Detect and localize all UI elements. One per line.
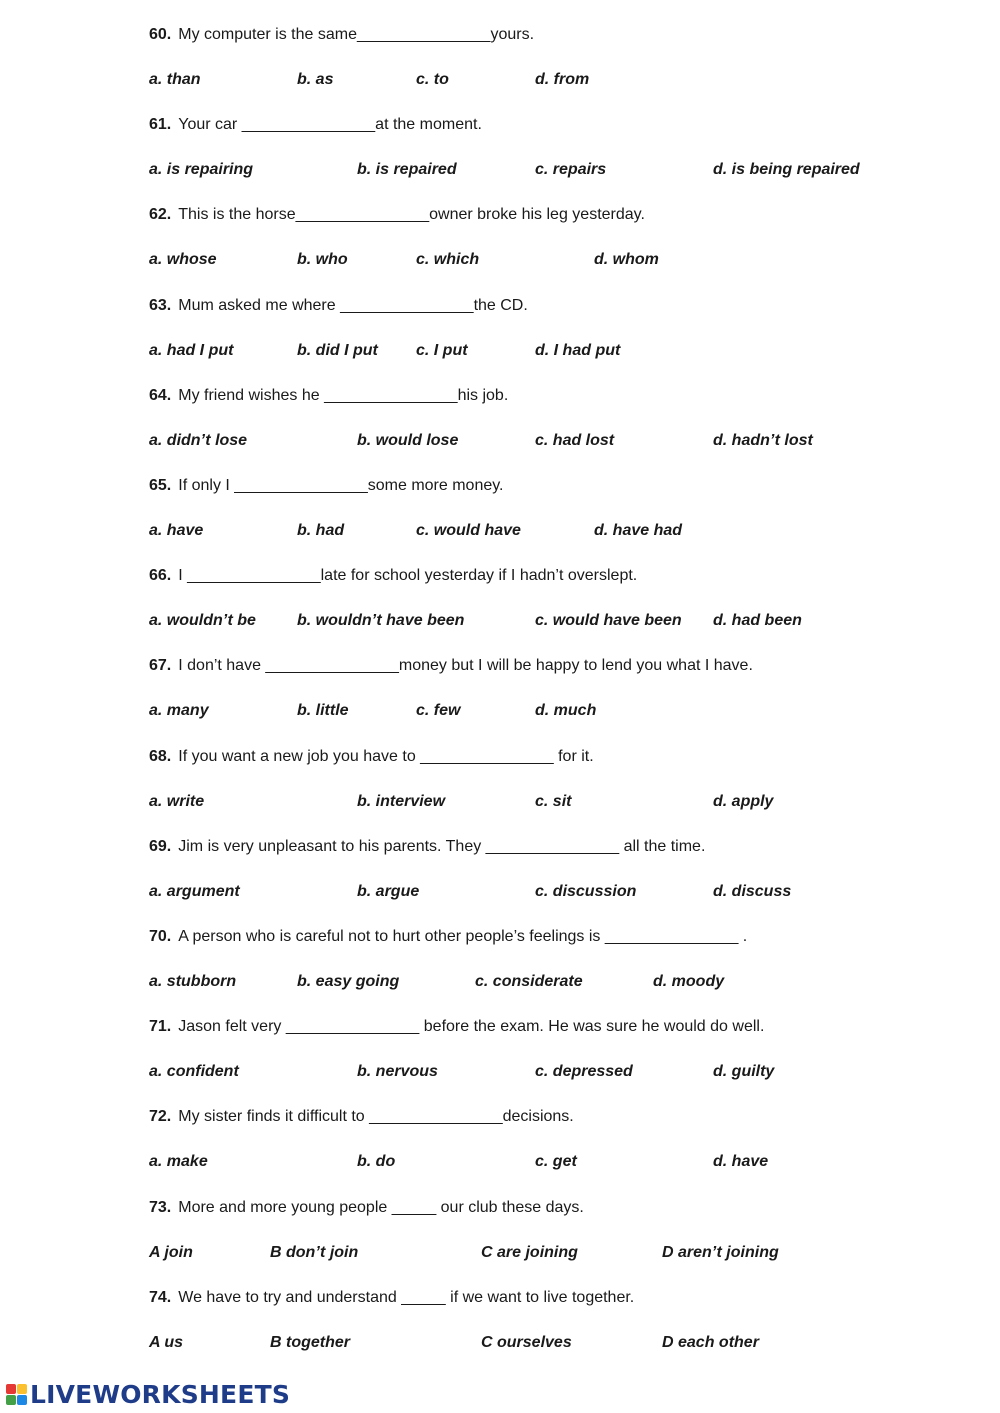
answer-options xyxy=(0,1150,1000,1174)
question-number: 60. xyxy=(149,26,172,43)
question-11 xyxy=(149,925,747,949)
answer-option[interactable]: c. few xyxy=(416,702,461,719)
answer-option[interactable]: d. much xyxy=(535,702,597,719)
question-text: More and more young people _____ our club these days. xyxy=(178,1199,584,1216)
answer-option[interactable]: d. is being repaired xyxy=(713,161,860,178)
answer-option[interactable]: a. write xyxy=(149,793,205,810)
answer-option[interactable]: d. apply xyxy=(713,793,774,810)
answer-option[interactable]: d. whom xyxy=(594,251,659,268)
answer-option[interactable]: d. from xyxy=(535,71,590,88)
answer-option[interactable]: b. who xyxy=(297,251,348,268)
question-text: I don’t have _______________money but I will be happy to lend you what I have. xyxy=(178,657,753,674)
answer-option[interactable]: c. would have been xyxy=(535,612,682,629)
answer-option[interactable]: a. wouldn’t be xyxy=(149,612,256,629)
question-9 xyxy=(149,745,594,769)
logo-blocks-icon xyxy=(6,1384,28,1406)
question-number: 72. xyxy=(149,1108,172,1125)
answer-options xyxy=(0,1060,1000,1084)
question-3 xyxy=(149,203,645,227)
question-13 xyxy=(149,1105,574,1129)
answer-option[interactable]: a. make xyxy=(149,1153,208,1170)
question-10 xyxy=(149,835,705,859)
answer-option[interactable]: a. argument xyxy=(149,883,240,900)
answer-options xyxy=(0,429,1000,453)
answer-options xyxy=(0,699,1000,723)
answer-options xyxy=(0,158,1000,182)
liveworksheets-logo xyxy=(6,1380,290,1410)
answer-option[interactable]: D each other xyxy=(662,1334,759,1351)
answer-option[interactable]: d. hadn’t lost xyxy=(713,432,813,449)
answer-option[interactable]: D aren’t joining xyxy=(662,1244,779,1261)
answer-option[interactable]: a. many xyxy=(149,702,209,719)
answer-options xyxy=(0,68,1000,92)
answer-option[interactable]: a. stubborn xyxy=(149,973,237,990)
answer-option[interactable]: c. considerate xyxy=(475,973,583,990)
answer-option[interactable]: d. guilty xyxy=(713,1063,775,1080)
question-text: If only I _______________some more money. xyxy=(178,477,504,494)
question-number: 62. xyxy=(149,206,172,223)
question-text: Jason felt very _______________ before the exam. He was sure he would do well. xyxy=(178,1018,765,1035)
answer-option[interactable]: a. whose xyxy=(149,251,217,268)
answer-option[interactable]: a. didn’t lose xyxy=(149,432,248,449)
question-1 xyxy=(149,23,534,47)
answer-option[interactable]: b. would lose xyxy=(357,432,459,449)
answer-option[interactable]: b. nervous xyxy=(357,1063,438,1080)
question-text: A person who is careful not to hurt other people’s feelings is _______________ . xyxy=(178,928,748,945)
answer-option[interactable]: A join xyxy=(149,1244,193,1261)
answer-option[interactable]: b. had xyxy=(297,522,345,539)
answer-option[interactable]: d. have had xyxy=(594,522,683,539)
answer-option[interactable]: C are joining xyxy=(481,1244,578,1261)
answer-option[interactable]: c. get xyxy=(535,1153,577,1170)
question-text: Mum asked me where _______________the CD. xyxy=(178,297,528,314)
question-8 xyxy=(149,654,753,678)
question-number: 71. xyxy=(149,1018,172,1035)
question-text: If you want a new job you have to _______________ for it. xyxy=(178,748,594,765)
answer-options xyxy=(0,248,1000,272)
question-number: 74. xyxy=(149,1289,172,1306)
question-number: 65. xyxy=(149,477,172,494)
question-number: 69. xyxy=(149,838,172,855)
answer-option[interactable]: b. argue xyxy=(357,883,420,900)
question-4 xyxy=(149,294,528,318)
question-15 xyxy=(149,1286,634,1310)
question-number: 68. xyxy=(149,748,172,765)
answer-option[interactable]: a. than xyxy=(149,71,201,88)
question-text: My sister finds it difficult to _______________decisions. xyxy=(178,1108,574,1125)
answer-options xyxy=(0,880,1000,904)
answer-option[interactable]: c. repairs xyxy=(535,161,607,178)
answer-option[interactable]: A us xyxy=(149,1334,184,1351)
question-number: 64. xyxy=(149,387,172,404)
answer-options xyxy=(0,970,1000,994)
answer-option[interactable]: c. discussion xyxy=(535,883,637,900)
answer-option[interactable]: a. have xyxy=(149,522,204,539)
answer-option[interactable]: c. to xyxy=(416,71,449,88)
answer-option[interactable]: c. I put xyxy=(416,342,468,359)
question-text: We have to try and understand _____ if we want to live together. xyxy=(178,1289,635,1306)
logo-text: LIVEWORKSHEETS xyxy=(30,1380,291,1409)
answer-option[interactable]: d. had been xyxy=(713,612,802,629)
answer-option[interactable]: b. little xyxy=(297,702,349,719)
question-2 xyxy=(149,113,482,137)
answer-option[interactable]: c. sit xyxy=(535,793,572,810)
answer-option[interactable]: d. moody xyxy=(653,973,725,990)
answer-options xyxy=(0,519,1000,543)
question-text: Jim is very unpleasant to his parents. They _______________ all the time. xyxy=(178,838,706,855)
question-text: My friend wishes he _______________his job. xyxy=(178,387,509,404)
question-number: 66. xyxy=(149,567,172,584)
question-text: Your car _______________at the moment. xyxy=(178,116,482,133)
answer-option[interactable]: b. interview xyxy=(357,793,446,810)
answer-option[interactable]: a. confident xyxy=(149,1063,239,1080)
answer-option[interactable]: c. would have xyxy=(416,522,521,539)
answer-option[interactable]: c. which xyxy=(416,251,480,268)
question-text: My computer is the same_______________yours. xyxy=(178,26,535,43)
question-number: 63. xyxy=(149,297,172,314)
answer-option[interactable]: d. have xyxy=(713,1153,769,1170)
answer-option[interactable]: C ourselves xyxy=(481,1334,572,1351)
question-6 xyxy=(149,474,504,498)
question-text: This is the horse_______________owner broke his leg yesterday. xyxy=(178,206,645,223)
question-number: 61. xyxy=(149,116,172,133)
answer-option[interactable]: b. do xyxy=(357,1153,396,1170)
question-number: 70. xyxy=(149,928,172,945)
answer-option[interactable]: b. easy going xyxy=(297,973,400,990)
question-14 xyxy=(149,1196,584,1220)
question-number: 73. xyxy=(149,1199,172,1216)
answer-options xyxy=(0,339,1000,363)
answer-option[interactable]: a. had I put xyxy=(149,342,234,359)
question-text: I _______________late for school yesterday if I hadn’t overslept. xyxy=(178,567,638,584)
answer-option[interactable]: b. did I put xyxy=(297,342,378,359)
answer-options xyxy=(0,609,1000,633)
answer-option[interactable]: B together xyxy=(270,1334,350,1351)
answer-option[interactable]: a. is repairing xyxy=(149,161,254,178)
answer-options xyxy=(0,1331,1000,1355)
question-12 xyxy=(149,1015,764,1039)
question-number: 67. xyxy=(149,657,172,674)
answer-option[interactable]: c. had lost xyxy=(535,432,615,449)
answer-option[interactable]: c. depressed xyxy=(535,1063,633,1080)
answer-option[interactable]: d. I had put xyxy=(535,342,621,359)
question-7 xyxy=(149,564,637,588)
answer-option[interactable]: B don’t join xyxy=(270,1244,359,1261)
answer-option[interactable]: b. wouldn’t have been xyxy=(297,612,465,629)
answer-option[interactable]: d. discuss xyxy=(713,883,792,900)
answer-options xyxy=(0,790,1000,814)
answer-option[interactable]: b. as xyxy=(297,71,334,88)
question-5 xyxy=(149,384,508,408)
answer-options xyxy=(0,1241,1000,1265)
answer-option[interactable]: b. is repaired xyxy=(357,161,457,178)
